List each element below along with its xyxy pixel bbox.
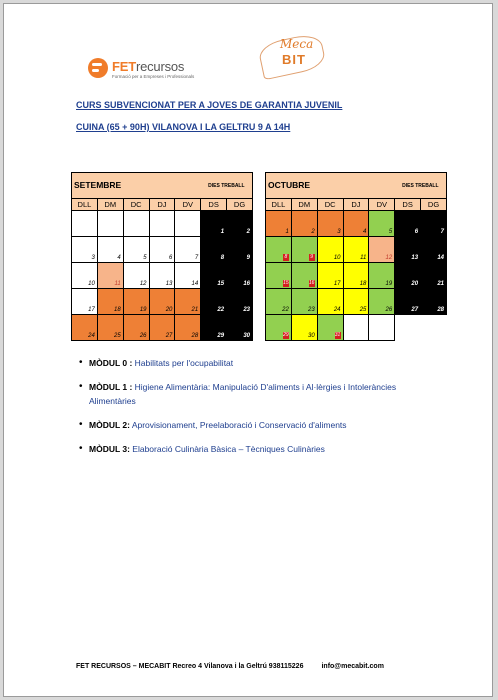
calendar-day-cell — [123, 211, 149, 237]
september-calendar — [71, 172, 253, 341]
calendar-day-cell — [369, 315, 395, 341]
module-item — [79, 356, 419, 370]
module-text: Higiene Alimentària: Manipulació D'aliments i Al·lèrgies i Intoleràncies Alimentàries — [89, 382, 397, 406]
module-item — [79, 418, 419, 432]
calendar-day-cell: 21 — [175, 289, 201, 315]
calendar-day-cell — [266, 237, 292, 263]
calendar-week-row — [72, 211, 253, 237]
calendar-day-cell — [291, 263, 317, 289]
weekday-header: DV — [369, 199, 395, 211]
module-name: MÒDUL 1 : — [89, 382, 133, 392]
calendar-day-cell: 3 — [317, 211, 343, 237]
calendar-day-cell: 7 — [421, 211, 447, 237]
calendar-day-cell: 28 — [175, 315, 201, 341]
module-text: Habilitats per l'ocupabilitat — [132, 358, 234, 368]
weekday-header: DLL — [266, 199, 292, 211]
weekday-header: DS — [201, 199, 227, 211]
calendar-day-cell: 26 — [369, 289, 395, 315]
calendar-month-name: SETEMBRE — [72, 173, 201, 199]
calendar-day-cell: 19 — [123, 289, 149, 315]
modules-list — [79, 356, 419, 466]
calendar-day-cell: 20 — [149, 289, 175, 315]
calendar-day-cell: 10 — [72, 263, 98, 289]
module-text: Aprovisionament, Preelaboració i Conservació d'aliments — [129, 420, 347, 430]
calendar-day-cell: 14 — [175, 263, 201, 289]
calendar-day-cell: 16 — [227, 263, 253, 289]
calendar-day-cell — [317, 315, 343, 341]
calendar-day-cell — [266, 263, 292, 289]
calendar-day-cell: 6 — [149, 237, 175, 263]
calendar-day-cell: 8 — [201, 237, 227, 263]
calendar-day-cell: 9 — [227, 237, 253, 263]
weekday-header: DC — [123, 199, 149, 211]
weekday-header: DG — [421, 199, 447, 211]
calendar-day-cell: 26 — [123, 315, 149, 341]
weekday-header: DJ — [343, 199, 369, 211]
calendar-day-cell — [291, 237, 317, 263]
calendar-week-row — [72, 263, 253, 289]
calendar-day-cell — [175, 211, 201, 237]
red-marker: 9 — [310, 254, 314, 260]
calendar-day-cell: 27 — [395, 289, 421, 315]
red-marker: 29 — [283, 332, 289, 338]
calendar-week-row — [72, 315, 253, 341]
weekday-header: DM — [97, 199, 123, 211]
module-text: Elaboració Culinària Bàsica – Tècniques Culinàries — [129, 444, 325, 454]
calendar-day-cell: 1 — [266, 211, 292, 237]
fetrecursos-logo — [88, 56, 198, 86]
module-name: MÒDUL 3: — [89, 444, 130, 454]
october-calendar — [265, 172, 447, 341]
module-name: MÒDUL 0 : — [89, 358, 133, 368]
document-page — [3, 3, 493, 697]
calendar-day-cell: 29 — [201, 315, 227, 341]
calendar-day-cell: 22 — [266, 289, 292, 315]
calendar-day-cell: 12 — [123, 263, 149, 289]
calendar-day-cell: 25 — [97, 315, 123, 341]
calendar-day-cell: 12 — [369, 237, 395, 263]
weekday-header: DLL — [72, 199, 98, 211]
logo-tagline: Formació per a Empreses i Professionals — [112, 74, 195, 79]
footer-address: FET RECURSOS – MECABIT Recreo 4 Vilanova i la Geltrú 938115226 — [76, 663, 304, 670]
calendar-week-row — [266, 237, 447, 263]
weekday-header: DM — [291, 199, 317, 211]
calendar-day-cell: 1 — [201, 211, 227, 237]
calendar-week-row — [266, 289, 447, 315]
calendar-day-cell: 13 — [149, 263, 175, 289]
calendar-day-cell: 7 — [175, 237, 201, 263]
mecabit-logo-line1: Meca — [280, 37, 314, 51]
weekday-header: DS — [395, 199, 421, 211]
calendar-day-cell — [343, 315, 369, 341]
red-marker: 16 — [308, 280, 315, 286]
calendar-week-row — [72, 237, 253, 263]
calendar-week-row — [266, 263, 447, 289]
calendar-day-cell: 17 — [317, 263, 343, 289]
module-item — [79, 380, 419, 408]
calendar-day-cell: 10 — [317, 237, 343, 263]
calendar-day-cell: 2 — [227, 211, 253, 237]
calendar-day-cell: 24 — [72, 315, 98, 341]
calendar-day-cell: 5 — [123, 237, 149, 263]
calendar-day-cell: 11 — [97, 263, 123, 289]
calendar-day-cell: 24 — [317, 289, 343, 315]
dies-treball-label: DIES TREBALL — [395, 173, 447, 199]
mecabit-logo-line2: BIT — [282, 52, 306, 67]
red-marker: 8 — [284, 254, 288, 260]
calendar-day-cell — [266, 315, 292, 341]
calendar-day-cell: 4 — [97, 237, 123, 263]
module-name: MÒDUL 2: — [89, 420, 130, 430]
calendar-week-row — [72, 289, 253, 315]
weekday-header: DJ — [149, 199, 175, 211]
calendar-week-row — [266, 211, 447, 237]
mecabit-logo — [260, 34, 328, 76]
calendar-day-cell: 22 — [201, 289, 227, 315]
calendar-day-cell: 20 — [395, 263, 421, 289]
weekday-header: DV — [175, 199, 201, 211]
calendar-day-cell: 5 — [369, 211, 395, 237]
calendar-day-cell — [72, 211, 98, 237]
logo-name-bold: FET — [112, 59, 136, 74]
calendar-day-cell: 4 — [343, 211, 369, 237]
calendar-day-cell: 6 — [395, 211, 421, 237]
calendar-day-cell: 25 — [343, 289, 369, 315]
weekday-header: DG — [227, 199, 253, 211]
course-title: CURS SUBVENCIONAT PER A JOVES DE GARANTIA JUVENIL — [76, 100, 343, 110]
calendar-day-cell — [149, 211, 175, 237]
calendar-day-cell: 18 — [343, 263, 369, 289]
red-marker: 15 — [283, 280, 289, 286]
weekday-header: DC — [317, 199, 343, 211]
calendar-day-cell — [97, 211, 123, 237]
calendar-day-cell: 21 — [421, 263, 447, 289]
calendar-day-cell: 13 — [395, 237, 421, 263]
calendar-day-cell: 19 — [369, 263, 395, 289]
footer — [76, 663, 384, 670]
calendar-day-cell: 15 — [201, 263, 227, 289]
calendar-day-cell: 30 — [227, 315, 253, 341]
calendar-day-cell: 3 — [72, 237, 98, 263]
course-subtitle: CUINA (65 + 90H) VILANOVA I LA GELTRU 9 A 14H — [76, 122, 291, 132]
calendar-day-cell: 11 — [343, 237, 369, 263]
calendar-day-cell: 17 — [72, 289, 98, 315]
calendar-day-cell: 30 — [291, 315, 317, 341]
module-item — [79, 442, 419, 456]
logo-name-rest: recursos — [135, 59, 185, 74]
fetrecursos-logo-icon — [88, 58, 108, 78]
footer-email: info@mecabit.com — [321, 663, 384, 670]
calendar-day-cell: 2 — [291, 211, 317, 237]
calendar-day-cell: 14 — [421, 237, 447, 263]
calendar-week-row — [266, 315, 447, 341]
calendar-day-cell: 23 — [227, 289, 253, 315]
dies-treball-label: DIES TREBALL — [201, 173, 253, 199]
calendar-month-name: OCTUBRE — [266, 173, 395, 199]
calendar-day-cell: 23 — [291, 289, 317, 315]
calendar-day-cell: 18 — [97, 289, 123, 315]
calendar-day-cell: 28 — [421, 289, 447, 315]
calendar-day-cell: 27 — [149, 315, 175, 341]
red-marker: 31 — [334, 332, 341, 338]
